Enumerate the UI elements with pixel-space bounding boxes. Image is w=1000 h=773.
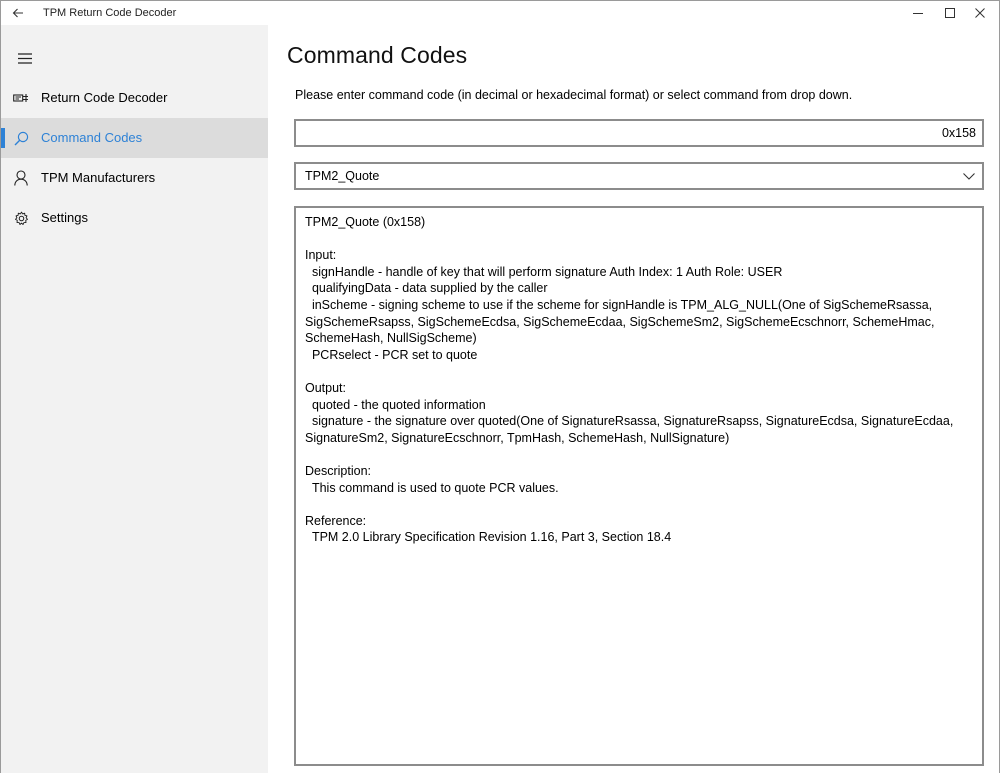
main-content [268, 25, 999, 773]
details-line: quoted - the quoted information [305, 397, 486, 412]
sidebar-item-return-code-decoder[interactable] [1, 78, 268, 118]
maximize-icon [945, 8, 955, 18]
sidebar-item-settings[interactable] [1, 198, 268, 238]
details-line: Description: [305, 463, 371, 478]
details-line: signature - the signature over quoted(One of SignatureRsassa, SignatureRsapss, SignatureEcdsa, SignatureEcdaa, SignatureSm2, SignatureEcschnorr, TpmHash, SchemeHash, NullSignature) [305, 414, 957, 445]
details-line [305, 231, 973, 248]
details-line: inScheme - signing scheme to use if the scheme for signHandle is TPM_ALG_NULL(One of SigSchemeRsassa, SigSchemeRsapss, SigSchemeEcdsa, SigSchemeEcdaa, SigSchemeSm2, SigSchemeEcschnorr, SchemeHmac, SchemeHash, NullSigScheme) [305, 297, 938, 346]
sidebar-item-label: Command Codes [41, 130, 143, 145]
command-code-input[interactable] [294, 119, 984, 147]
decoder-icon [13, 90, 29, 106]
details-line: Output: [305, 380, 346, 395]
page-title: Command Codes [287, 42, 468, 68]
details-line: qualifyingData - data supplied by the caller [305, 281, 548, 296]
instructions-text: Please enter command code (in decimal or hexadecimal format) or select command from drop down. [295, 88, 853, 102]
details-line: PCRselect - PCR set to quote [305, 347, 478, 362]
command-details-textbox[interactable] [294, 206, 984, 766]
sidebar-item-label: Settings [41, 210, 88, 225]
hamburger-icon [18, 53, 32, 64]
details-line: Reference: [305, 513, 367, 528]
details-line: Input: [305, 248, 337, 263]
details-line: signHandle - handle of key that will perform signature Auth Index: 1 Auth Role: USER [305, 264, 783, 279]
close-button[interactable] [957, 1, 1000, 25]
details-line: TPM 2.0 Library Specification Revision 1.16, Part 3, Section 18.4 [305, 530, 672, 545]
sidebar-item-tpm-manufacturers[interactable] [1, 158, 268, 198]
details-line [305, 446, 973, 463]
search-icon [13, 130, 29, 146]
back-button[interactable] [1, 1, 35, 25]
details-line: TPM2_Quote (0x158) [305, 215, 426, 229]
sidebar-item-label: Return Code Decoder [41, 90, 168, 105]
window-title: TPM Return Code Decoder [43, 7, 177, 19]
sidebar-item-label: TPM Manufacturers [41, 170, 156, 185]
gear-icon [13, 210, 29, 226]
details-line [305, 363, 973, 380]
sidebar-item-command-codes[interactable] [1, 118, 268, 158]
sidebar [1, 25, 268, 773]
selection-indicator [1, 128, 5, 148]
hamburger-menu-button[interactable] [1, 39, 49, 77]
minimize-icon [913, 8, 923, 18]
chevron-down-icon [962, 169, 976, 183]
details-line: This command is used to quote PCR values. [305, 480, 559, 495]
back-arrow-icon [12, 7, 24, 19]
dropdown-selected-value: TPM2_Quote [305, 169, 380, 183]
person-icon [13, 170, 29, 186]
title-bar [1, 1, 999, 25]
close-icon [975, 8, 985, 18]
details-line [305, 496, 973, 513]
command-dropdown[interactable] [294, 162, 984, 190]
